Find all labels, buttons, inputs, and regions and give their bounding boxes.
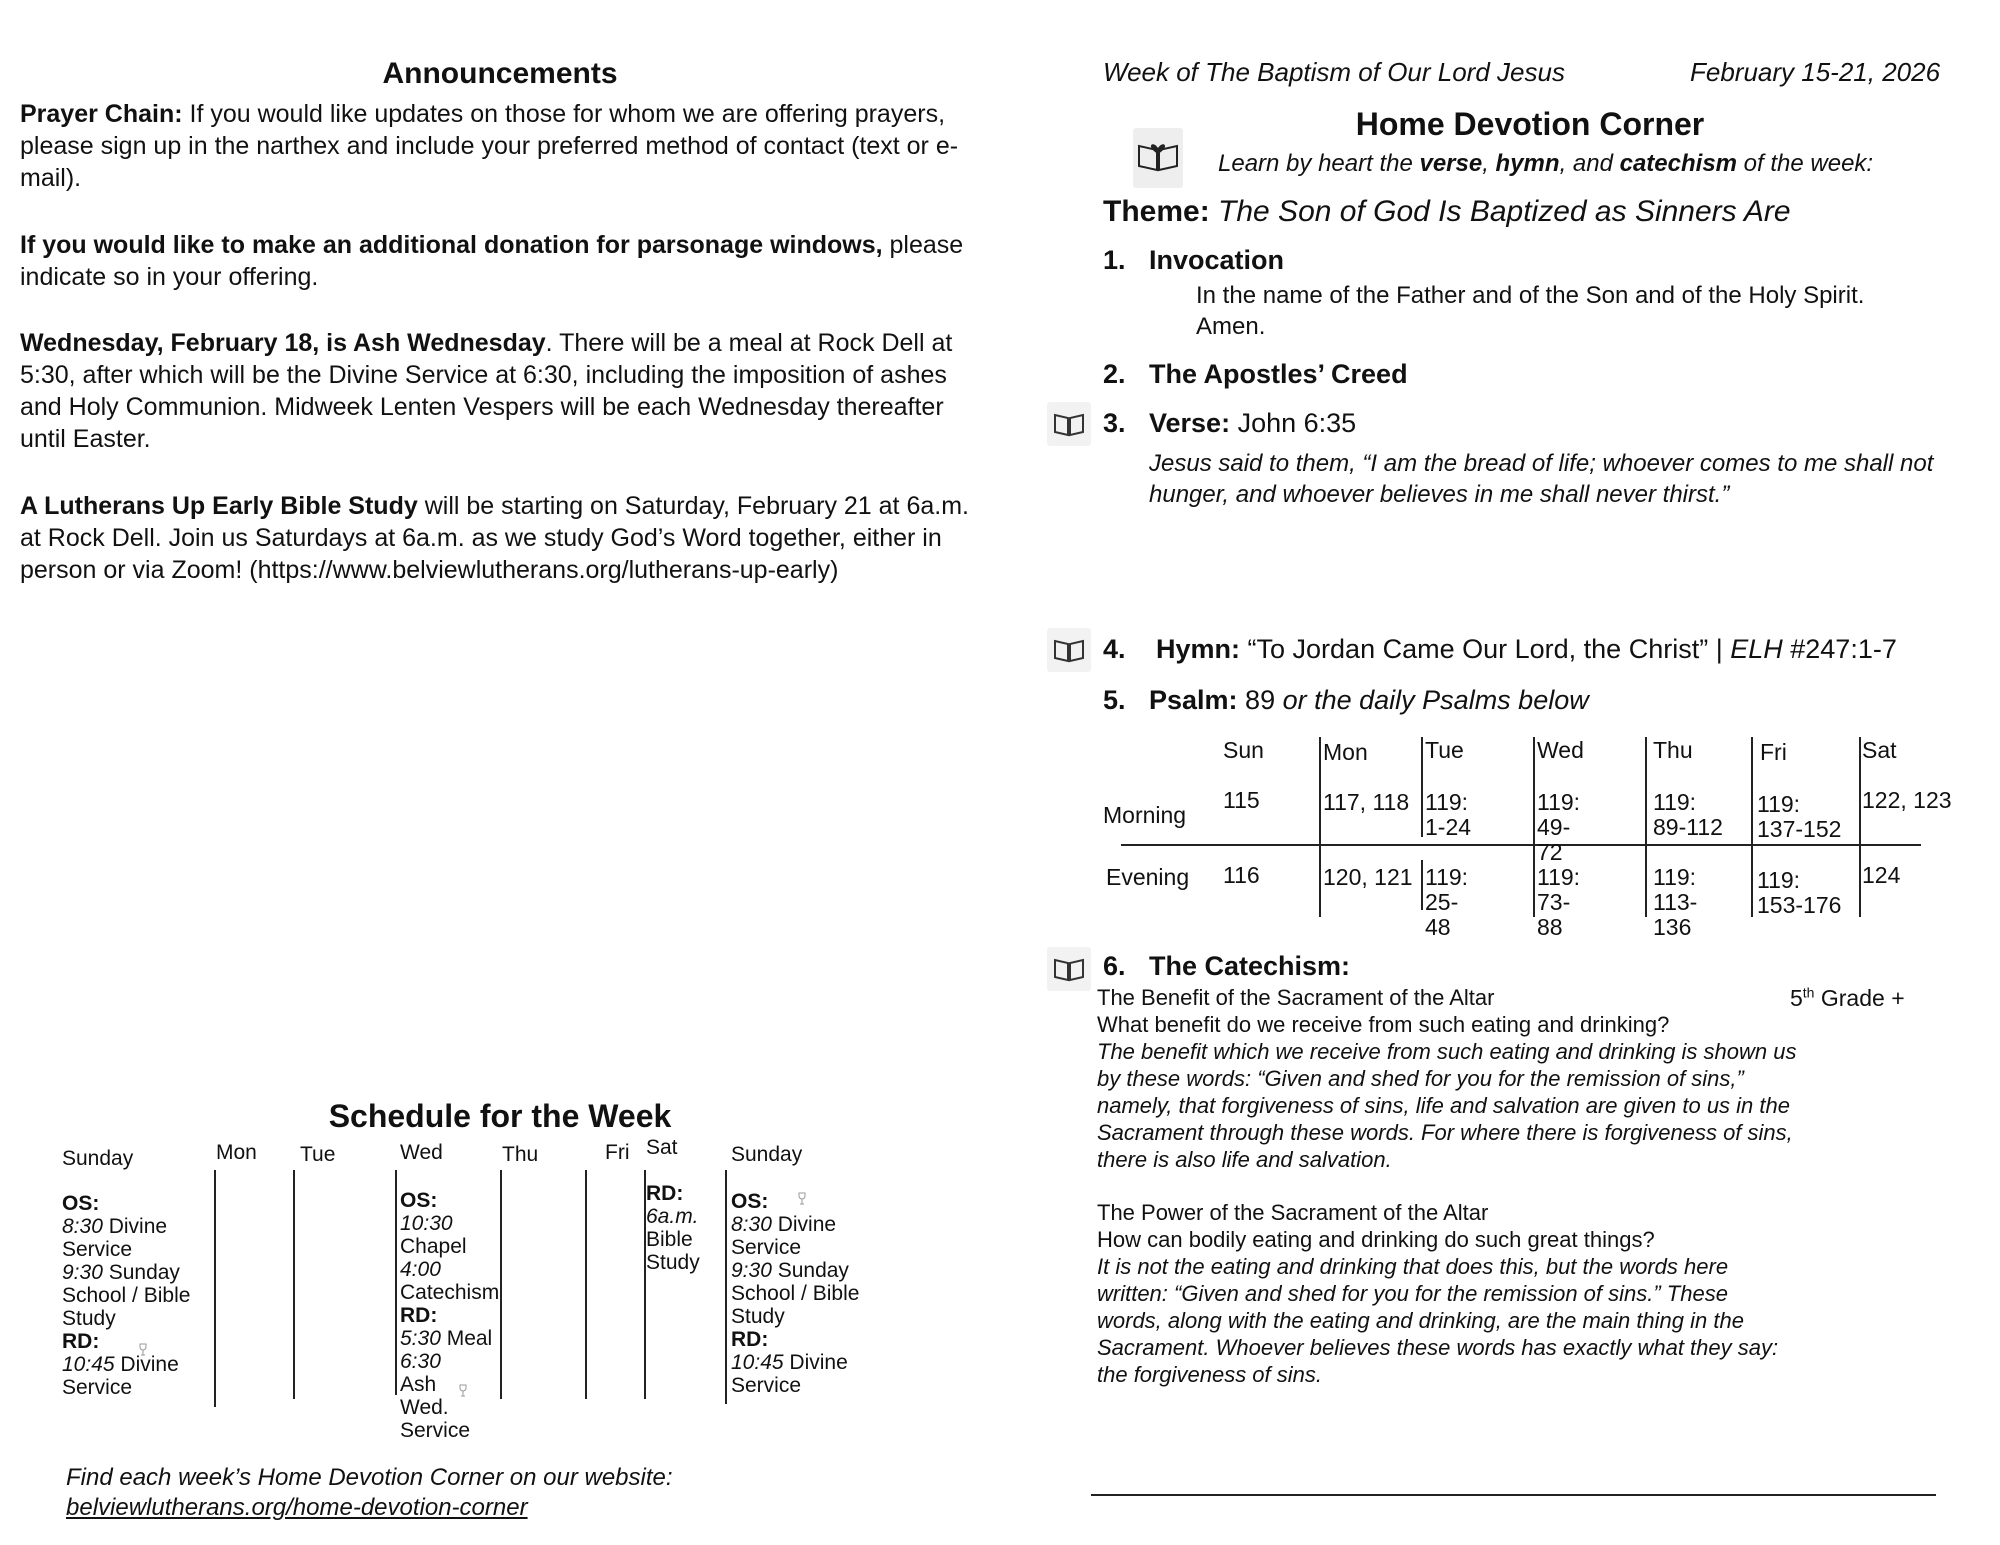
- day-header-thu: Thu: [502, 1143, 539, 1166]
- psalm-cell: 120, 121: [1323, 864, 1413, 890]
- schedule-sat-cell: [646, 1182, 722, 1274]
- psalm-cell: 115: [1223, 787, 1260, 813]
- website-link[interactable]: belviewlutherans.org/home-devotion-corner: [66, 1494, 528, 1521]
- time: 5:30: [400, 1327, 441, 1350]
- website-note: Find each week’s Home Devotion Corner on our website:: [66, 1464, 673, 1491]
- catechism-part-benefit: [1097, 984, 1797, 1173]
- psalm-cell: 119: 137-152: [1757, 791, 1842, 842]
- time: 9:30: [731, 1259, 772, 1282]
- grade-number: 5: [1790, 985, 1803, 1011]
- announcement-text: will be starting on Saturday, February 21 at 6a.m. at Rock Dell. Join us Saturdays at 6a.m. as we study God’s Word together, either in person or via Zoom! (https://www.belviewlutherans.org/lutherans-up-early): [20, 492, 969, 584]
- learn-verse: verse: [1419, 150, 1483, 177]
- event: Divine Service: [62, 1215, 168, 1261]
- psalm-cell: 119: 1-24: [1425, 789, 1472, 840]
- psalm-day: Wed: [1537, 737, 1584, 763]
- catechism-question: What benefit do we receive from such eating and drinking?: [1097, 1012, 1670, 1037]
- learn-by-heart-note: [1218, 148, 1873, 180]
- site-label: OS:: [731, 1190, 769, 1213]
- open-book-icon: [1047, 402, 1091, 446]
- verse-heading: [1149, 407, 1356, 439]
- item-number: 6.: [1103, 951, 1126, 981]
- event: Meal: [440, 1327, 493, 1350]
- item-number: 5.: [1103, 685, 1126, 715]
- learn-text: , and: [1559, 150, 1620, 177]
- time: 6:30: [400, 1350, 441, 1373]
- event: Divine Service: [731, 1213, 837, 1259]
- grade-suffix: th: [1802, 984, 1815, 1001]
- psalm-cell: 117, 118: [1323, 789, 1410, 815]
- time: 6a.m.: [646, 1205, 699, 1228]
- catechism-answer: It is not the eating and drinking that does this, but the words here written: “Given and shed for you for the remission of sins.” These words, along with the eating and drinking, are the main thing in the Sacrament. Whoever believes these words has exactly what they say: the forgiveness of sins.: [1097, 1254, 1779, 1387]
- catechism-part-power: [1097, 1199, 1797, 1388]
- announcement-lead: A Lutherans Up Early Bible Study: [20, 492, 418, 520]
- hymn-ref: #247:1-7: [1782, 634, 1897, 664]
- site-label: RD:: [646, 1182, 684, 1205]
- event: Sunday School / Bible Study: [62, 1261, 191, 1330]
- hymn-title: “To Jordan Came Our Lord, the Christ” |: [1240, 634, 1731, 664]
- bottom-rule: [1091, 1494, 1936, 1496]
- psalm-cell: 122, 123: [1862, 787, 1952, 813]
- day-header-mon: Mon: [216, 1141, 257, 1164]
- psalm-cell: 119: 25-48: [1425, 864, 1469, 940]
- psalm-heading: [1149, 684, 1589, 716]
- time: 10:45: [62, 1353, 115, 1376]
- psalm-day: Tue: [1425, 737, 1464, 763]
- site-label: RD:: [62, 1330, 100, 1353]
- item-number: 3.: [1103, 408, 1126, 438]
- communion-chalice-icon: [797, 1188, 807, 1202]
- announcement-lead: If you would like to make an additional donation for parsonage windows,: [20, 231, 883, 259]
- verse-label: Verse:: [1149, 408, 1231, 438]
- time: 10:30: [400, 1212, 453, 1235]
- week-label: Week of The Baptism of Our Lord Jesus: [1103, 57, 1565, 87]
- psalm-cell: 119: 49-72: [1537, 789, 1581, 865]
- day-header-sunday-2: Sunday: [731, 1143, 803, 1166]
- schedule-sunday-cell: [62, 1192, 210, 1399]
- psalm-label: Psalm:: [1149, 685, 1238, 715]
- devotion-title: Home Devotion Corner: [1355, 106, 1705, 142]
- psalm-cell: 119: 73-88: [1537, 864, 1581, 940]
- week-dates: February 15-21, 2026: [1690, 57, 1941, 87]
- psalm-alt: or the daily Psalms below: [1282, 685, 1589, 715]
- announcements-title: Announcements: [382, 57, 618, 90]
- catechism-question: How can bodily eating and drinking do such great things?: [1097, 1227, 1655, 1252]
- announcement-ash-wednesday: [20, 327, 980, 455]
- theme-label: Theme:: [1103, 195, 1210, 228]
- psalm-cell: 119: 113-136: [1653, 864, 1698, 940]
- verse-text: Jesus said to them, “I am the bread of life; whoever comes to me shall not hunger, and whoever believes in me shall never thirst.”: [1149, 450, 1934, 508]
- psalm-cell: 116: [1223, 862, 1260, 888]
- day-header-sat: Sat: [646, 1136, 678, 1159]
- learn-text: of the week:: [1737, 150, 1874, 177]
- announcement-text: . There will be a meal at Rock Dell at 5:30, after which will be the Divine Service at 6:30, including the imposition of ashes and Holy Communion. Midweek Lenten Vespers will be each Wednesday thereafter until Easter.: [20, 329, 953, 453]
- schedule-title: Schedule for the Week: [328, 1098, 672, 1134]
- time: 9:30: [62, 1261, 103, 1284]
- schedule-wed-cell: [400, 1189, 500, 1442]
- day-header-tue: Tue: [300, 1143, 336, 1166]
- learn-catechism: catechism: [1619, 150, 1738, 177]
- event: Catechism: [400, 1281, 500, 1304]
- day-header-wed: Wed: [400, 1141, 443, 1164]
- psalm-day: Mon: [1323, 739, 1368, 765]
- site-label: OS:: [400, 1189, 438, 1212]
- event: Bible Study: [646, 1228, 700, 1274]
- site-label: RD:: [400, 1304, 438, 1327]
- item-number: 2.: [1103, 359, 1126, 389]
- hymn-label: Hymn:: [1156, 634, 1241, 664]
- catechism-title: The Benefit of the Sacrament of the Altar: [1097, 985, 1495, 1010]
- event: Divine Service: [731, 1351, 848, 1397]
- morning-label: Morning: [1103, 802, 1187, 828]
- grade-level: [1790, 982, 1905, 1014]
- event: Ash Wed. Service: [400, 1373, 471, 1442]
- theme: [1103, 192, 1791, 232]
- site-label: OS:: [62, 1192, 100, 1215]
- psalm-number: 89: [1237, 685, 1283, 715]
- psalm-day: Sat: [1862, 737, 1897, 763]
- announcement-prayer-chain: [20, 98, 980, 194]
- psalm-cell: 124: [1862, 862, 1901, 888]
- catechism-answer: The benefit which we receive from such eating and drinking is shown us by these words: “Given and shed for you for the remission of sins,” namely, that forgiveness of sins, life and salvation are given to us in the Sacrament through these words. For where there is forgiveness of sins, there is also life and salvation.: [1097, 1039, 1797, 1172]
- learn-text: Learn by heart the: [1218, 150, 1420, 177]
- catechism-label: The Catechism:: [1149, 951, 1351, 981]
- hymn-book: ELH: [1730, 634, 1783, 664]
- grade-text: Grade +: [1814, 985, 1905, 1011]
- announcement-parsonage-windows: [20, 229, 980, 293]
- creed-label: The Apostles’ Creed: [1149, 359, 1408, 389]
- item-number: 4.: [1103, 634, 1126, 664]
- event: Sunday School / Bible Study: [731, 1259, 860, 1328]
- psalm-day: Fri: [1760, 739, 1787, 765]
- invocation-label: Invocation: [1149, 245, 1285, 275]
- open-book-icon: [1047, 947, 1091, 991]
- evening-label: Evening: [1106, 864, 1190, 890]
- time: 4:00: [400, 1258, 441, 1281]
- verse-ref: John 6:35: [1230, 408, 1357, 438]
- psalm-cell: 119: 89-112: [1653, 789, 1723, 840]
- announcement-bible-study: [20, 490, 980, 586]
- time: 10:45: [731, 1351, 784, 1374]
- time: 8:30: [731, 1213, 772, 1236]
- theme-text: The Son of God Is Baptized as Sinners Are: [1218, 195, 1791, 228]
- time: 8:30: [62, 1215, 103, 1238]
- learn-hymn: hymn: [1495, 150, 1560, 177]
- day-header-fri: Fri: [605, 1141, 630, 1164]
- event: Divine Service: [62, 1353, 179, 1399]
- announcement-text: If you would like updates on those for whom we are offering prayers, please sign up in the narthex and include your preferred method of contact (text or e-mail).: [20, 100, 959, 192]
- schedule-sunday-2-cell: [731, 1190, 879, 1397]
- communion-chalice-icon: [458, 1380, 468, 1394]
- hymn-heading: [1156, 633, 1897, 665]
- announcement-lead: Wednesday, February 18, is Ash Wednesday: [20, 329, 546, 357]
- site-label: RD:: [731, 1328, 769, 1351]
- announcement-text: please indicate so in your offering.: [20, 231, 964, 291]
- learn-text: ,: [1482, 150, 1496, 177]
- open-book-heart-icon: [1133, 128, 1183, 188]
- catechism-title: The Power of the Sacrament of the Altar: [1097, 1200, 1489, 1225]
- invocation-text: In the name of the Father and of the Son and of the Holy Spirit. Amen.: [1196, 282, 1865, 340]
- psalm-day: Sun: [1223, 737, 1264, 763]
- item-number: 1.: [1103, 245, 1126, 275]
- open-book-icon: [1047, 628, 1091, 672]
- communion-chalice-icon: [138, 1339, 148, 1353]
- day-header-sunday: Sunday: [62, 1147, 134, 1170]
- announcement-lead: Prayer Chain:: [20, 100, 183, 128]
- psalm-day: Thu: [1653, 737, 1693, 763]
- event: Chapel: [400, 1235, 467, 1258]
- psalm-cell: 119: 153-176: [1757, 867, 1842, 918]
